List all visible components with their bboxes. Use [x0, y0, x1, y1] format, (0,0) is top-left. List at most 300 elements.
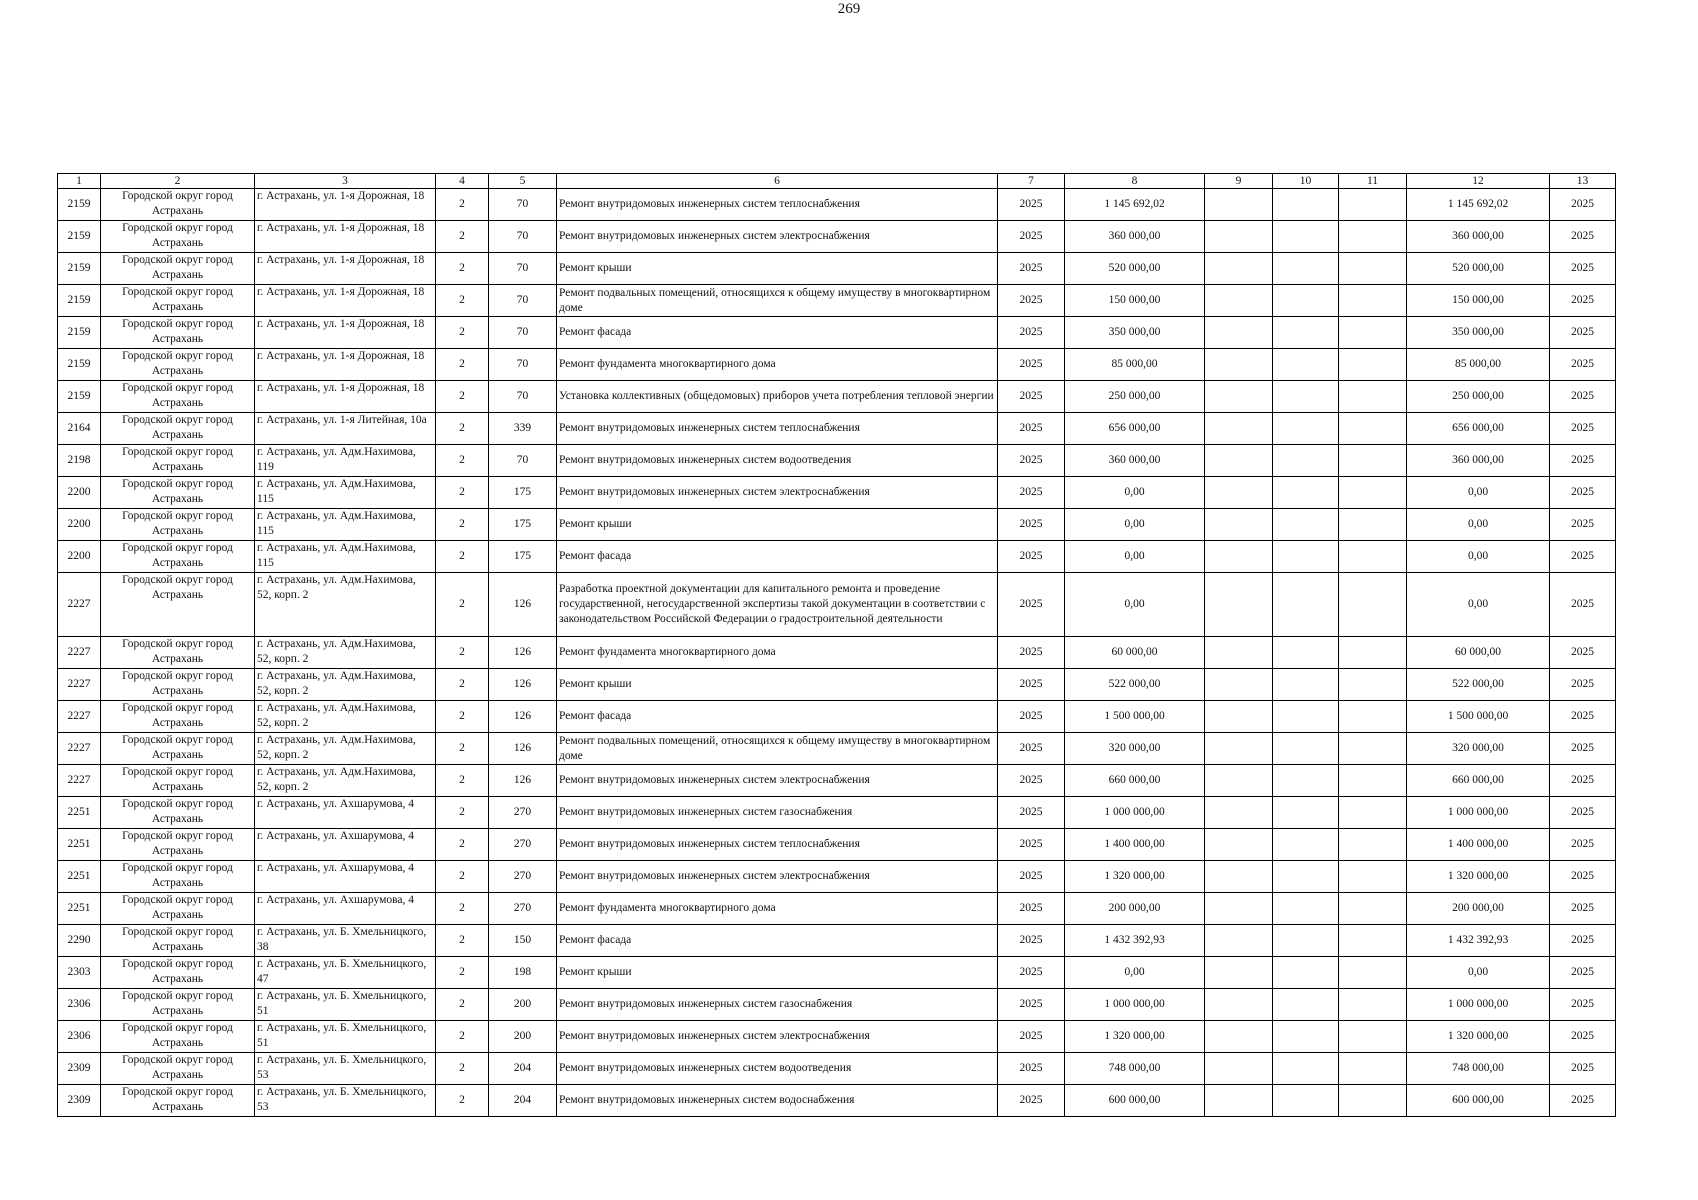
- cost-cell: 1 320 000,00: [1065, 1021, 1205, 1053]
- work-type-cell: Ремонт внутридомовых инженерных систем теплоснабжения: [557, 189, 998, 221]
- funding-cell: 1 145 692,02: [1407, 189, 1550, 221]
- col5-cell: 126: [489, 637, 557, 669]
- work-type-cell: Ремонт внутридомовых инженерных систем теплоснабжения: [557, 413, 998, 445]
- row-number-cell: 2227: [58, 637, 101, 669]
- cost-cell: 360 000,00: [1065, 221, 1205, 253]
- funding-cell: 520 000,00: [1407, 253, 1550, 285]
- municipality-cell: Городской округ город Астрахань: [101, 797, 255, 829]
- address-cell: г. Астрахань, ул. Адм.Нахимова, 115: [255, 477, 436, 509]
- year-cell: 2025: [998, 669, 1065, 701]
- col9-cell: [1205, 573, 1273, 637]
- funding-cell: 0,00: [1407, 541, 1550, 573]
- page-number: 269: [837, 1, 861, 17]
- cost-cell: 1 000 000,00: [1065, 989, 1205, 1021]
- completion-year-cell: 2025: [1550, 349, 1616, 381]
- col4-cell: 2: [436, 189, 489, 221]
- col9-cell: [1205, 189, 1273, 221]
- col11-cell: [1339, 541, 1407, 573]
- col9-cell: [1205, 701, 1273, 733]
- col10-cell: [1273, 669, 1339, 701]
- municipality-cell: Городской округ город Астрахань: [101, 1085, 255, 1117]
- col11-cell: [1339, 285, 1407, 317]
- municipality-cell: Городской округ город Астрахань: [101, 413, 255, 445]
- row-number-cell: 2159: [58, 381, 101, 413]
- row-number-cell: 2306: [58, 1021, 101, 1053]
- table-row: [58, 1021, 1616, 1053]
- address-cell: г. Астрахань, ул. 1-я Дорожная, 18: [255, 349, 436, 381]
- row-number-cell: 2159: [58, 189, 101, 221]
- col4-cell: 2: [436, 381, 489, 413]
- col5-cell: 70: [489, 445, 557, 477]
- cost-cell: 0,00: [1065, 509, 1205, 541]
- cost-cell: 520 000,00: [1065, 253, 1205, 285]
- col11-cell: [1339, 1085, 1407, 1117]
- row-number-cell: 2159: [58, 253, 101, 285]
- completion-year-cell: 2025: [1550, 989, 1616, 1021]
- row-number-cell: 2251: [58, 829, 101, 861]
- col11-cell: [1339, 957, 1407, 989]
- address-cell: г. Астрахань, ул. Адм.Нахимова, 52, корп. 2: [255, 573, 436, 637]
- col4-cell: 2: [436, 349, 489, 381]
- work-type-cell: Ремонт внутридомовых инженерных систем теплоснабжения: [557, 829, 998, 861]
- col10-cell: [1273, 861, 1339, 893]
- row-number-cell: 2159: [58, 349, 101, 381]
- work-type-cell: Ремонт крыши: [557, 957, 998, 989]
- work-type-cell: Ремонт внутридомовых инженерных систем электроснабжения: [557, 221, 998, 253]
- col5-cell: 175: [489, 509, 557, 541]
- col4-cell: 2: [436, 733, 489, 765]
- col10-cell: [1273, 221, 1339, 253]
- col10-cell: [1273, 445, 1339, 477]
- col11-cell: [1339, 893, 1407, 925]
- col10-cell: [1273, 317, 1339, 349]
- year-cell: 2025: [998, 541, 1065, 573]
- work-type-cell: Ремонт внутридомовых инженерных систем водоотведения: [557, 1053, 998, 1085]
- col5-cell: 175: [489, 541, 557, 573]
- address-cell: г. Астрахань, ул. Адм.Нахимова, 52, корп. 2: [255, 765, 436, 797]
- address-cell: г. Астрахань, ул. Адм.Нахимова, 52, корп. 2: [255, 733, 436, 765]
- col9-cell: [1205, 317, 1273, 349]
- col10-cell: [1273, 381, 1339, 413]
- table-row: [58, 221, 1616, 253]
- year-cell: 2025: [998, 285, 1065, 317]
- column-header: 6: [557, 174, 998, 189]
- row-number-cell: 2200: [58, 509, 101, 541]
- cost-cell: 1 400 000,00: [1065, 829, 1205, 861]
- col9-cell: [1205, 829, 1273, 861]
- col10-cell: [1273, 477, 1339, 509]
- row-number-cell: 2159: [58, 317, 101, 349]
- work-type-cell: Ремонт внутридомовых инженерных систем водоотведения: [557, 445, 998, 477]
- work-type-cell: Ремонт фундамента многоквартирного дома: [557, 349, 998, 381]
- table-row: [58, 381, 1616, 413]
- completion-year-cell: 2025: [1550, 317, 1616, 349]
- cost-cell: 85 000,00: [1065, 349, 1205, 381]
- work-type-cell: Разработка проектной документации для капитального ремонта и проведение государственной, негосударственной экспертизы такой документации в соответствии с законодательством Российской Федерации о градостроительной деятельности: [557, 573, 998, 637]
- col11-cell: [1339, 253, 1407, 285]
- row-number-cell: 2159: [58, 221, 101, 253]
- address-cell: г. Астрахань, ул. Адм.Нахимова, 52, корп. 2: [255, 637, 436, 669]
- municipality-cell: Городской округ город Астрахань: [101, 509, 255, 541]
- col9-cell: [1205, 1085, 1273, 1117]
- completion-year-cell: 2025: [1550, 957, 1616, 989]
- municipality-cell: Городской округ город Астрахань: [101, 733, 255, 765]
- work-type-cell: Установка коллективных (общедомовых) приборов учета потребления тепловой энергии: [557, 381, 998, 413]
- year-cell: 2025: [998, 989, 1065, 1021]
- address-cell: г. Астрахань, ул. Б. Хмельницкого, 38: [255, 925, 436, 957]
- cost-cell: 748 000,00: [1065, 1053, 1205, 1085]
- col11-cell: [1339, 1053, 1407, 1085]
- work-type-cell: Ремонт фасада: [557, 541, 998, 573]
- row-number-cell: 2227: [58, 701, 101, 733]
- table-row: [58, 765, 1616, 797]
- completion-year-cell: 2025: [1550, 509, 1616, 541]
- col5-cell: 126: [489, 733, 557, 765]
- col11-cell: [1339, 669, 1407, 701]
- row-number-cell: 2306: [58, 989, 101, 1021]
- table-row: [58, 829, 1616, 861]
- work-type-cell: Ремонт подвальных помещений, относящихся к общему имуществу в многоквартирном доме: [557, 285, 998, 317]
- work-type-cell: Ремонт внутридомовых инженерных систем газоснабжения: [557, 989, 998, 1021]
- completion-year-cell: 2025: [1550, 797, 1616, 829]
- col4-cell: 2: [436, 541, 489, 573]
- year-cell: 2025: [998, 829, 1065, 861]
- municipality-cell: Городской округ город Астрахань: [101, 637, 255, 669]
- column-header: 5: [489, 174, 557, 189]
- funding-cell: 660 000,00: [1407, 765, 1550, 797]
- address-cell: г. Астрахань, ул. Ахшарумова, 4: [255, 893, 436, 925]
- row-number-cell: 2309: [58, 1053, 101, 1085]
- col4-cell: 2: [436, 477, 489, 509]
- col4-cell: 2: [436, 253, 489, 285]
- row-number-cell: 2251: [58, 893, 101, 925]
- col10-cell: [1273, 925, 1339, 957]
- completion-year-cell: 2025: [1550, 1085, 1616, 1117]
- funding-cell: 600 000,00: [1407, 1085, 1550, 1117]
- col9-cell: [1205, 637, 1273, 669]
- completion-year-cell: 2025: [1550, 541, 1616, 573]
- col5-cell: 70: [489, 189, 557, 221]
- col9-cell: [1205, 477, 1273, 509]
- address-cell: г. Астрахань, ул. 1-я Дорожная, 18: [255, 285, 436, 317]
- municipality-cell: Городской округ город Астрахань: [101, 285, 255, 317]
- year-cell: 2025: [998, 381, 1065, 413]
- year-cell: 2025: [998, 1085, 1065, 1117]
- col4-cell: 2: [436, 701, 489, 733]
- completion-year-cell: 2025: [1550, 381, 1616, 413]
- repair-program-table: [57, 173, 1616, 1117]
- table-row: [58, 861, 1616, 893]
- col10-cell: [1273, 509, 1339, 541]
- work-type-cell: Ремонт внутридомовых инженерных систем электроснабжения: [557, 765, 998, 797]
- municipality-cell: Городской округ город Астрахань: [101, 253, 255, 285]
- col9-cell: [1205, 1053, 1273, 1085]
- col10-cell: [1273, 829, 1339, 861]
- work-type-cell: Ремонт внутридомовых инженерных систем газоснабжения: [557, 797, 998, 829]
- col9-cell: [1205, 925, 1273, 957]
- col9-cell: [1205, 285, 1273, 317]
- funding-cell: 85 000,00: [1407, 349, 1550, 381]
- table-row: [58, 413, 1616, 445]
- table-row: [58, 253, 1616, 285]
- completion-year-cell: 2025: [1550, 573, 1616, 637]
- col11-cell: [1339, 189, 1407, 221]
- col10-cell: [1273, 1021, 1339, 1053]
- col4-cell: 2: [436, 1021, 489, 1053]
- year-cell: 2025: [998, 509, 1065, 541]
- municipality-cell: Городской округ город Астрахань: [101, 669, 255, 701]
- year-cell: 2025: [998, 413, 1065, 445]
- col4-cell: 2: [436, 989, 489, 1021]
- funding-cell: 1 432 392,93: [1407, 925, 1550, 957]
- work-type-cell: Ремонт внутридомовых инженерных систем электроснабжения: [557, 477, 998, 509]
- year-cell: 2025: [998, 1053, 1065, 1085]
- col11-cell: [1339, 925, 1407, 957]
- municipality-cell: Городской округ город Астрахань: [101, 541, 255, 573]
- completion-year-cell: 2025: [1550, 221, 1616, 253]
- col10-cell: [1273, 1053, 1339, 1085]
- column-header: 3: [255, 174, 436, 189]
- col9-cell: [1205, 1021, 1273, 1053]
- year-cell: 2025: [998, 893, 1065, 925]
- col10-cell: [1273, 349, 1339, 381]
- column-header: 13: [1550, 174, 1616, 189]
- col11-cell: [1339, 733, 1407, 765]
- funding-cell: 748 000,00: [1407, 1053, 1550, 1085]
- col9-cell: [1205, 733, 1273, 765]
- completion-year-cell: 2025: [1550, 253, 1616, 285]
- cost-cell: 1 500 000,00: [1065, 701, 1205, 733]
- year-cell: 2025: [998, 221, 1065, 253]
- row-number-cell: 2159: [58, 285, 101, 317]
- completion-year-cell: 2025: [1550, 445, 1616, 477]
- completion-year-cell: 2025: [1550, 893, 1616, 925]
- column-header: 12: [1407, 174, 1550, 189]
- work-type-cell: Ремонт крыши: [557, 253, 998, 285]
- address-cell: г. Астрахань, ул. 1-я Литейная, 10а: [255, 413, 436, 445]
- col5-cell: 200: [489, 989, 557, 1021]
- completion-year-cell: 2025: [1550, 1053, 1616, 1085]
- year-cell: 2025: [998, 573, 1065, 637]
- col10-cell: [1273, 797, 1339, 829]
- col5-cell: 126: [489, 669, 557, 701]
- municipality-cell: Городской округ город Астрахань: [101, 477, 255, 509]
- col9-cell: [1205, 253, 1273, 285]
- col9-cell: [1205, 349, 1273, 381]
- municipality-cell: Городской округ город Астрахань: [101, 861, 255, 893]
- col10-cell: [1273, 189, 1339, 221]
- table-row: [58, 1053, 1616, 1085]
- cost-cell: 60 000,00: [1065, 637, 1205, 669]
- col11-cell: [1339, 989, 1407, 1021]
- cost-cell: 0,00: [1065, 541, 1205, 573]
- table-row: [58, 541, 1616, 573]
- col4-cell: 2: [436, 861, 489, 893]
- address-cell: г. Астрахань, ул. Адм.Нахимова, 52, корп. 2: [255, 669, 436, 701]
- col9-cell: [1205, 381, 1273, 413]
- col11-cell: [1339, 765, 1407, 797]
- col11-cell: [1339, 797, 1407, 829]
- row-number-cell: 2227: [58, 573, 101, 637]
- col5-cell: 175: [489, 477, 557, 509]
- cost-cell: 1 145 692,02: [1065, 189, 1205, 221]
- column-number-row: [58, 174, 1616, 189]
- cost-cell: 350 000,00: [1065, 317, 1205, 349]
- funding-cell: 1 320 000,00: [1407, 1021, 1550, 1053]
- municipality-cell: Городской округ город Астрахань: [101, 445, 255, 477]
- table-row: [58, 1085, 1616, 1117]
- col10-cell: [1273, 701, 1339, 733]
- col9-cell: [1205, 861, 1273, 893]
- col9-cell: [1205, 893, 1273, 925]
- municipality-cell: Городской округ город Астрахань: [101, 829, 255, 861]
- col5-cell: 204: [489, 1053, 557, 1085]
- municipality-cell: Городской округ город Астрахань: [101, 893, 255, 925]
- funding-cell: 1 400 000,00: [1407, 829, 1550, 861]
- year-cell: 2025: [998, 445, 1065, 477]
- completion-year-cell: 2025: [1550, 925, 1616, 957]
- year-cell: 2025: [998, 925, 1065, 957]
- completion-year-cell: 2025: [1550, 765, 1616, 797]
- column-header: 2: [101, 174, 255, 189]
- column-header: 10: [1273, 174, 1339, 189]
- year-cell: 2025: [998, 317, 1065, 349]
- funding-cell: 0,00: [1407, 957, 1550, 989]
- funding-cell: 150 000,00: [1407, 285, 1550, 317]
- completion-year-cell: 2025: [1550, 733, 1616, 765]
- col4-cell: 2: [436, 797, 489, 829]
- table-row: [58, 797, 1616, 829]
- table-row: [58, 669, 1616, 701]
- address-cell: г. Астрахань, ул. Ахшарумова, 4: [255, 797, 436, 829]
- row-number-cell: 2227: [58, 669, 101, 701]
- year-cell: 2025: [998, 253, 1065, 285]
- municipality-cell: Городской округ город Астрахань: [101, 701, 255, 733]
- table-row: [58, 509, 1616, 541]
- col4-cell: 2: [436, 445, 489, 477]
- completion-year-cell: 2025: [1550, 701, 1616, 733]
- cost-cell: 660 000,00: [1065, 765, 1205, 797]
- row-number-cell: 2200: [58, 477, 101, 509]
- col4-cell: 2: [436, 1085, 489, 1117]
- column-header: 9: [1205, 174, 1273, 189]
- col11-cell: [1339, 445, 1407, 477]
- col11-cell: [1339, 381, 1407, 413]
- cost-cell: 1 432 392,93: [1065, 925, 1205, 957]
- row-number-cell: 2227: [58, 765, 101, 797]
- work-type-cell: Ремонт внутридомовых инженерных систем электроснабжения: [557, 1021, 998, 1053]
- funding-cell: 1 320 000,00: [1407, 861, 1550, 893]
- col10-cell: [1273, 893, 1339, 925]
- cost-cell: 522 000,00: [1065, 669, 1205, 701]
- col4-cell: 2: [436, 413, 489, 445]
- address-cell: г. Астрахань, ул. Адм.Нахимова, 115: [255, 509, 436, 541]
- col9-cell: [1205, 221, 1273, 253]
- col11-cell: [1339, 861, 1407, 893]
- year-cell: 2025: [998, 189, 1065, 221]
- col11-cell: [1339, 829, 1407, 861]
- column-header: 4: [436, 174, 489, 189]
- funding-cell: 350 000,00: [1407, 317, 1550, 349]
- col10-cell: [1273, 413, 1339, 445]
- col9-cell: [1205, 957, 1273, 989]
- column-header: 1: [58, 174, 101, 189]
- col10-cell: [1273, 285, 1339, 317]
- municipality-cell: Городской округ город Астрахань: [101, 189, 255, 221]
- col10-cell: [1273, 765, 1339, 797]
- col10-cell: [1273, 989, 1339, 1021]
- cost-cell: 0,00: [1065, 573, 1205, 637]
- cost-cell: 1 000 000,00: [1065, 797, 1205, 829]
- col11-cell: [1339, 509, 1407, 541]
- address-cell: г. Астрахань, ул. Б. Хмельницкого, 51: [255, 989, 436, 1021]
- address-cell: г. Астрахань, ул. Б. Хмельницкого, 53: [255, 1085, 436, 1117]
- row-number-cell: 2251: [58, 797, 101, 829]
- year-cell: 2025: [998, 477, 1065, 509]
- col5-cell: 70: [489, 381, 557, 413]
- col5-cell: 200: [489, 1021, 557, 1053]
- cost-cell: 0,00: [1065, 477, 1205, 509]
- col4-cell: 2: [436, 285, 489, 317]
- address-cell: г. Астрахань, ул. Б. Хмельницкого, 51: [255, 1021, 436, 1053]
- work-type-cell: Ремонт внутридомовых инженерных систем водоснабжения: [557, 1085, 998, 1117]
- col4-cell: 2: [436, 637, 489, 669]
- funding-cell: 60 000,00: [1407, 637, 1550, 669]
- year-cell: 2025: [998, 797, 1065, 829]
- address-cell: г. Астрахань, ул. 1-я Дорожная, 18: [255, 253, 436, 285]
- funding-cell: 522 000,00: [1407, 669, 1550, 701]
- funding-cell: 0,00: [1407, 509, 1550, 541]
- cost-cell: 1 320 000,00: [1065, 861, 1205, 893]
- table-row: [58, 445, 1616, 477]
- municipality-cell: Городской округ город Астрахань: [101, 765, 255, 797]
- col11-cell: [1339, 317, 1407, 349]
- address-cell: г. Астрахань, ул. Адм.Нахимова, 115: [255, 541, 436, 573]
- col5-cell: 270: [489, 861, 557, 893]
- col4-cell: 2: [436, 957, 489, 989]
- col9-cell: [1205, 509, 1273, 541]
- municipality-cell: Городской округ город Астрахань: [101, 957, 255, 989]
- address-cell: г. Астрахань, ул. 1-я Дорожная, 18: [255, 189, 436, 221]
- col4-cell: 2: [436, 221, 489, 253]
- cost-cell: 0,00: [1065, 957, 1205, 989]
- year-cell: 2025: [998, 701, 1065, 733]
- col11-cell: [1339, 413, 1407, 445]
- work-type-cell: Ремонт фундамента многоквартирного дома: [557, 637, 998, 669]
- funding-cell: 250 000,00: [1407, 381, 1550, 413]
- cost-cell: 320 000,00: [1065, 733, 1205, 765]
- row-number-cell: 2164: [58, 413, 101, 445]
- completion-year-cell: 2025: [1550, 669, 1616, 701]
- year-cell: 2025: [998, 765, 1065, 797]
- completion-year-cell: 2025: [1550, 637, 1616, 669]
- col9-cell: [1205, 765, 1273, 797]
- work-type-cell: Ремонт фасада: [557, 701, 998, 733]
- col5-cell: 126: [489, 701, 557, 733]
- col5-cell: 70: [489, 317, 557, 349]
- col5-cell: 70: [489, 253, 557, 285]
- col5-cell: 70: [489, 285, 557, 317]
- col11-cell: [1339, 349, 1407, 381]
- col4-cell: 2: [436, 317, 489, 349]
- col11-cell: [1339, 573, 1407, 637]
- municipality-cell: Городской округ город Астрахань: [101, 317, 255, 349]
- table-row: [58, 701, 1616, 733]
- row-number-cell: 2200: [58, 541, 101, 573]
- municipality-cell: Городской округ город Астрахань: [101, 989, 255, 1021]
- col5-cell: 70: [489, 349, 557, 381]
- table-row: [58, 317, 1616, 349]
